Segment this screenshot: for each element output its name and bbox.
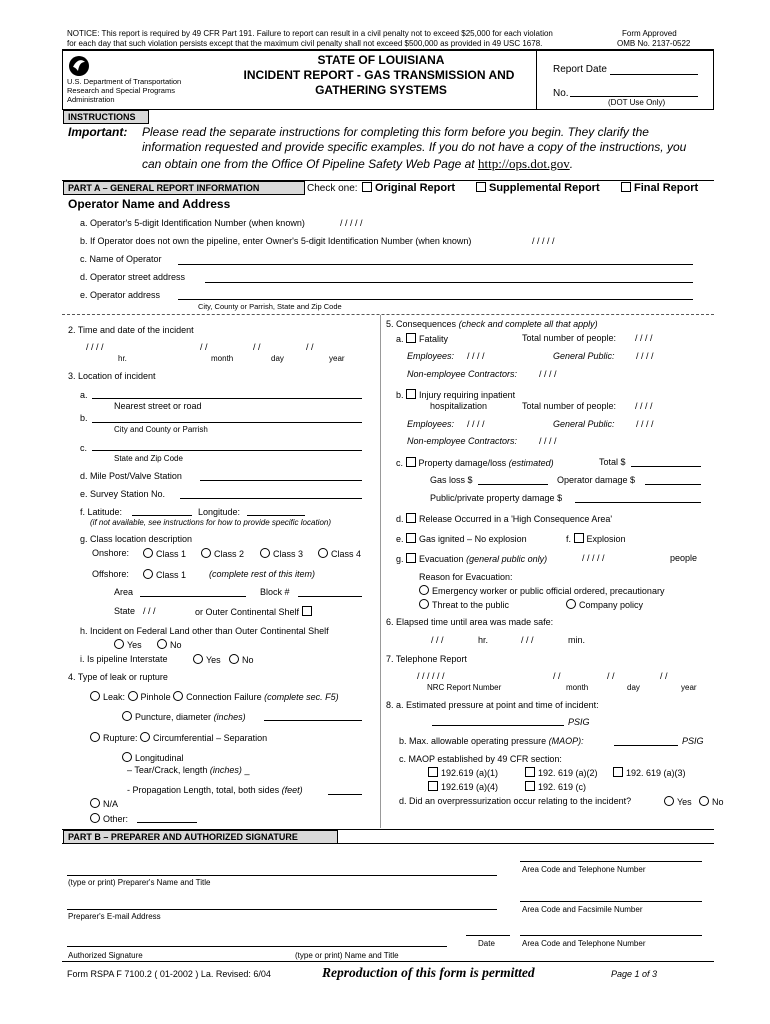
puncture-option[interactable]: Puncture, diameter (inches) xyxy=(122,711,246,722)
omb-number: OMB No. 2137-0522 xyxy=(617,39,691,48)
reason-company-option[interactable]: Company policy xyxy=(566,599,643,610)
onshore-class-4[interactable]: Class 4 xyxy=(318,548,361,559)
q7-label: 7. Telephone Report xyxy=(386,654,467,664)
injury-contractors-label: Non-employee Contractors: xyxy=(407,436,518,446)
authorized-signature-field[interactable] xyxy=(67,946,447,947)
city-county-caption: City and County or Parrish xyxy=(114,425,208,434)
part-a-label: PART A – GENERAL REPORT INFORMATION xyxy=(63,181,305,195)
psig-label-1: PSIG xyxy=(568,717,590,727)
form-title-line-1: INCIDENT REPORT - GAS TRANSMISSION AND xyxy=(243,68,515,82)
operator-address-field[interactable] xyxy=(178,299,693,300)
preparer-email-caption: Preparer's E-mail Address xyxy=(68,912,161,921)
owner-id-label: b. If Operator does not own the pipeline, enter Owner's 5-digit Identification Number (when known) xyxy=(80,236,472,246)
reason-threat-radio[interactable] xyxy=(419,599,429,609)
pinhole-radio[interactable] xyxy=(128,691,138,701)
agency-line-1: U.S. Department of Transportation xyxy=(67,77,182,86)
block-label: Block # xyxy=(260,587,290,597)
overpressurization-label: d. Did an overpressurization occur relating to the incident? xyxy=(399,796,632,806)
block-field[interactable] xyxy=(298,596,362,597)
operator-street-field[interactable] xyxy=(205,282,693,283)
fatality-contractors-slots[interactable]: / / / / xyxy=(539,369,557,379)
public-damage-label: Public/private property damage $ xyxy=(430,493,563,503)
agency-line-2: Research and Special Programs xyxy=(67,86,175,95)
dot-use-only: (DOT Use Only) xyxy=(608,98,666,107)
report-date-field[interactable] xyxy=(610,74,698,75)
operator-address-label: e. Operator address xyxy=(80,290,161,300)
form-id: Form RSPA F 7100.2 ( 01-2002 ) La. Revised: 6/04 xyxy=(67,969,271,979)
preparer-phone-caption: Area Code and Telephone Number xyxy=(522,865,646,874)
preparer-phone-field[interactable] xyxy=(520,861,702,862)
gas-ignited-checkbox[interactable] xyxy=(406,533,416,543)
onshore-class-3-radio[interactable] xyxy=(260,548,270,558)
elapsed-min-label: min. xyxy=(568,635,586,645)
operator-id-slots[interactable]: / / / / / xyxy=(340,218,363,228)
hca-option[interactable]: d. Release Occurred in a 'High Consequence Area' xyxy=(396,514,613,524)
offshore-class-1[interactable]: Class 1 xyxy=(143,569,186,580)
instructions-line-3: can obtain one from the Office Of Pipeline Safety Web Page at http://ops.dot.gov. xyxy=(142,156,574,171)
injury-option[interactable]: b. Injury requiring inpatient xyxy=(396,390,516,400)
operator-id-label: a. Operator's 5-digit Identification Number (when known) xyxy=(80,218,305,228)
area-label: Area xyxy=(114,587,134,597)
part-b-label-rule xyxy=(62,843,714,844)
final-report-option[interactable]: Final Report xyxy=(621,182,698,194)
owner-id-slots[interactable]: / / / / / xyxy=(532,236,555,246)
date-field[interactable] xyxy=(466,935,510,936)
fatality-option[interactable]: a. Fatality xyxy=(396,334,449,344)
q4-label: 4. Type of leak or rupture xyxy=(68,672,168,682)
overpressurization-yes-radio[interactable] xyxy=(664,796,674,806)
header-divider xyxy=(536,49,537,109)
incident-day-slots[interactable]: / / xyxy=(253,342,261,352)
fatality-total-slots[interactable]: / / / / xyxy=(635,333,653,343)
people-label: people xyxy=(670,553,698,563)
section-a2-checkbox[interactable] xyxy=(525,767,535,777)
other-radio[interactable] xyxy=(90,813,100,823)
puncture-radio[interactable] xyxy=(122,711,132,721)
state-zip-field[interactable] xyxy=(92,450,362,451)
check-one-label: Check one: xyxy=(307,183,358,194)
survey-station-label: e. Survey Station No. xyxy=(80,489,166,499)
maop-label: b. Max. allowable operating pressure (MAOP): xyxy=(399,736,584,746)
federal-land-no-radio[interactable] xyxy=(157,639,167,649)
evacuation-checkbox[interactable] xyxy=(406,553,416,563)
incident-month-slots[interactable]: / / xyxy=(200,342,208,352)
q3b-label: b. xyxy=(80,413,88,423)
explosion-checkbox[interactable] xyxy=(574,533,584,543)
header-top-rule xyxy=(62,49,714,51)
year-caption: year xyxy=(329,354,345,363)
fatality-total-label: Total number of people: xyxy=(522,333,617,343)
fatality-public-label: General Public: xyxy=(553,351,615,361)
federal-land-yes-radio[interactable] xyxy=(114,639,124,649)
nrc-caption: NRC Report Number xyxy=(427,683,502,692)
operator-heading: Operator Name and Address xyxy=(68,197,231,211)
evacuation-option[interactable]: g. Evacuation (general public only) xyxy=(396,554,548,564)
hca-checkbox[interactable] xyxy=(406,513,416,523)
incident-hour-slots[interactable]: / / / / xyxy=(86,342,104,352)
leak-radio[interactable] xyxy=(90,691,100,701)
survey-station-field[interactable] xyxy=(180,498,362,499)
ocs-checkbox[interactable] xyxy=(302,606,312,616)
reason-emergency-option[interactable]: Emergency worker or public official ordered, precautionary xyxy=(419,585,664,596)
part-a-dashed-divider xyxy=(62,314,714,315)
onshore-label: Onshore: xyxy=(92,548,130,558)
mile-post-label: d. Mile Post/Valve Station xyxy=(80,471,182,481)
gas-loss-field[interactable] xyxy=(478,484,548,485)
reason-emergency-radio[interactable] xyxy=(419,585,429,595)
rupture-option[interactable]: Rupture: Circumferential – Separation xyxy=(90,732,267,743)
fatality-employees-label: Employees: xyxy=(407,351,455,361)
q2-label: 2. Time and date of the incident xyxy=(68,325,194,335)
injury-total-slots[interactable]: / / / / xyxy=(635,401,653,411)
propagation-field[interactable] xyxy=(328,794,362,795)
fatality-contractors-label: Non-employee Contractors: xyxy=(407,369,518,379)
report-no-field[interactable] xyxy=(570,96,698,97)
auth-phone-field[interactable] xyxy=(520,935,702,936)
fatality-employees-slots[interactable]: / / / / xyxy=(467,351,485,361)
section-a1-option[interactable]: 192.619 (a)(1) xyxy=(428,767,498,778)
latitude-label: f. Latitude: xyxy=(80,507,123,517)
overpressurization-no[interactable]: No xyxy=(699,796,724,807)
area-field[interactable] xyxy=(140,596,246,597)
state-zip-caption: State and Zip Code xyxy=(114,454,183,463)
federal-land-label: h. Incident on Federal Land other than Outer Continental Shelf xyxy=(80,626,329,636)
operator-name-label: c. Name of Operator xyxy=(80,254,162,264)
header-left-rule xyxy=(62,49,63,109)
incident-year-slots[interactable]: / / xyxy=(306,342,314,352)
section-c-checkbox[interactable] xyxy=(525,781,535,791)
phone-year-slots[interactable]: / / xyxy=(660,671,668,681)
other-option[interactable]: Other: xyxy=(90,813,128,824)
interstate-no[interactable]: No xyxy=(229,654,254,665)
state-label: State xyxy=(114,606,136,616)
nearest-street-caption: Nearest street or road xyxy=(114,401,202,411)
original-report-option[interactable]: Original Report xyxy=(362,182,455,194)
na-option[interactable]: N/A xyxy=(90,798,118,809)
auth-phone-caption: Area Code and Telephone Number xyxy=(522,939,646,948)
interstate-no-radio[interactable] xyxy=(229,654,239,664)
phone-day-slots[interactable]: / / xyxy=(607,671,615,681)
header-right-rule xyxy=(713,49,714,109)
connection-failure-radio[interactable] xyxy=(173,691,183,701)
total-dollar-field[interactable] xyxy=(631,466,701,467)
hr-caption: hr. xyxy=(118,354,127,363)
interstate-yes-radio[interactable] xyxy=(193,654,203,664)
address-caption: City, County or Parrish, State and Zip Code xyxy=(198,302,342,311)
overpressurization-no-radio[interactable] xyxy=(699,796,709,806)
column-divider xyxy=(380,315,381,828)
preparer-name-field[interactable] xyxy=(67,875,497,876)
operator-damage-label: Operator damage $ xyxy=(557,475,636,485)
injury-public-slots[interactable]: / / / / xyxy=(636,419,654,429)
notice-line-1: NOTICE: This report is required by 49 CFR Part 191. Failure to report can result in a civil penalty not to exceed $25,000 for each violation xyxy=(67,29,553,38)
injury-employees-slots[interactable]: / / / / xyxy=(467,419,485,429)
rupture-radio[interactable] xyxy=(90,732,100,742)
month-caption: month xyxy=(211,354,234,363)
psig-label-2: PSIG xyxy=(682,736,704,746)
final-report-checkbox[interactable] xyxy=(621,182,631,192)
elapsed-hr-slots[interactable]: / / / xyxy=(431,635,444,645)
complete-rest-note: (complete rest of this item) xyxy=(209,569,316,579)
supplemental-report-option[interactable]: Supplemental Report xyxy=(476,182,600,194)
phone-year-caption: year xyxy=(681,683,697,692)
fatality-checkbox[interactable] xyxy=(406,333,416,343)
operator-name-field[interactable] xyxy=(178,264,693,265)
evacuation-slots[interactable]: / / / / / xyxy=(582,553,605,563)
section-a3-checkbox[interactable] xyxy=(613,767,623,777)
ocs-option[interactable]: or Outer Continental Shelf xyxy=(195,606,315,617)
onshore-class-3[interactable]: Class 3 xyxy=(260,548,303,559)
q8a-label: 8. a. Estimated pressure at point and time of incident: xyxy=(386,700,599,710)
agency-line-3: Administration xyxy=(67,95,115,104)
explosion-option[interactable]: f. Explosion xyxy=(566,534,626,544)
dot-logo-icon xyxy=(68,55,90,77)
date-caption: Date xyxy=(478,939,495,948)
injury-checkbox[interactable] xyxy=(406,389,416,399)
q3c-label: c. xyxy=(80,443,88,453)
total-dollar-label: Total $ xyxy=(599,457,626,467)
overpressurization-yes[interactable]: Yes xyxy=(664,796,692,807)
longitudinal-option[interactable]: Longitudinal xyxy=(122,752,184,763)
q5-label: 5. Consequences (check and complete all that apply) xyxy=(386,319,598,329)
fatality-public-slots[interactable]: / / / / xyxy=(636,351,654,361)
report-date-label: Report Date xyxy=(553,64,607,75)
important-label: Important: xyxy=(68,125,128,139)
nrc-slots[interactable]: / / / / / / xyxy=(417,671,445,681)
city-county-field[interactable] xyxy=(92,422,362,423)
public-damage-field[interactable] xyxy=(575,502,701,503)
injury-line-2: hospitalization xyxy=(430,401,488,411)
section-a2-option[interactable]: 192. 619 (a)(2) xyxy=(525,767,598,778)
phone-month-caption: month xyxy=(566,683,589,692)
elapsed-min-slots[interactable]: / / / xyxy=(521,635,534,645)
longitude-field[interactable] xyxy=(247,515,305,516)
instructions-line-1: Please read the separate instructions for completing this form before you begin. They clarify the xyxy=(142,125,649,139)
reproduction-notice: Reproduction of this form is permitted xyxy=(322,965,535,980)
preparer-name-caption: (type or print) Preparer's Name and Title xyxy=(68,878,211,887)
latitude-field[interactable] xyxy=(132,515,192,516)
gas-loss-label: Gas loss $ xyxy=(430,475,473,485)
longitudinal-radio[interactable] xyxy=(122,752,132,762)
puncture-diameter-field[interactable] xyxy=(264,720,362,721)
mile-post-field[interactable] xyxy=(200,480,362,481)
part-b-bottom-rule xyxy=(62,961,714,962)
offshore-class-1-radio[interactable] xyxy=(143,569,153,579)
day-caption: day xyxy=(271,354,284,363)
maop-field[interactable] xyxy=(614,745,678,746)
preparer-fax-caption: Area Code and Facsimile Number xyxy=(522,905,643,914)
longitude-label: Longitude: xyxy=(198,507,241,517)
original-report-checkbox[interactable] xyxy=(362,182,372,192)
phone-day-caption: day xyxy=(627,683,640,692)
form-title-line-2: GATHERING SYSTEMS xyxy=(315,83,447,97)
na-radio[interactable] xyxy=(90,798,100,808)
injury-public-label: General Public: xyxy=(553,419,615,429)
instructions-line-2: information requested and provide specific examples. If you do not have a copy of the instructions, you xyxy=(142,140,687,154)
leak-option[interactable]: Leak: Pinhole Connection Failure (complete sec. F5) xyxy=(90,691,339,702)
state-title: STATE OF LOUISIANA xyxy=(317,53,445,67)
onshore-class-1-radio[interactable] xyxy=(143,548,153,558)
notice-line-2: for each day that such violation persists except that the maximum civil penalty shall not exceed $500,000 as provided in 49 USC 1678. xyxy=(67,39,543,48)
gas-ignited-option[interactable]: e. Gas ignited – No explosion xyxy=(396,534,527,544)
federal-land-no[interactable]: No xyxy=(157,639,182,650)
interstate-yes[interactable]: Yes xyxy=(193,654,221,665)
circumferential-radio[interactable] xyxy=(140,732,150,742)
page-number: Page 1 of 3 xyxy=(611,969,658,979)
onshore-class-4-radio[interactable] xyxy=(318,548,328,558)
reason-company-radio[interactable] xyxy=(566,599,576,609)
section-c-option[interactable]: 192. 619 (c) xyxy=(525,781,586,792)
q6-label: 6. Elapsed time until area was made safe: xyxy=(386,617,554,627)
section-a1-checkbox[interactable] xyxy=(428,767,438,777)
propagation-label: - Propagation Length, total, both sides (feet) xyxy=(127,785,303,795)
evacuation-reason-label: Reason for Evacuation: xyxy=(419,572,513,582)
property-checkbox[interactable] xyxy=(406,457,416,467)
onshore-class-1[interactable]: Class 1 xyxy=(143,548,186,559)
supplemental-report-checkbox[interactable] xyxy=(476,182,486,192)
injury-employees-label: Employees: xyxy=(407,419,455,429)
auth-name-title-caption: (type or print) Name and Title xyxy=(295,951,399,960)
instructions-label: INSTRUCTIONS xyxy=(63,110,149,124)
phone-month-slots[interactable]: / / xyxy=(553,671,561,681)
interstate-label: i. Is pipeline Interstate xyxy=(80,654,168,664)
offshore-label: Offshore: xyxy=(92,569,129,579)
operator-damage-field[interactable] xyxy=(645,484,701,485)
q3-label: 3. Location of incident xyxy=(68,371,156,381)
part-b-label: PART B – PREPARER AND AUTHORIZED SIGNATURE xyxy=(63,830,338,844)
tear-crack-label: – Tear/Crack, length (inches) _ xyxy=(127,765,250,775)
form-approved: Form Approved xyxy=(622,29,677,38)
federal-land-yes[interactable]: Yes xyxy=(114,639,142,650)
onshore-class-2[interactable]: Class 2 xyxy=(201,548,244,559)
report-no-label: No. xyxy=(553,88,569,99)
section-a4-option[interactable]: 192.619 (a)(4) xyxy=(428,781,498,792)
location-note: (if not available, see instructions for how to provide specific location) xyxy=(90,518,332,527)
operator-street-label: d. Operator street address xyxy=(80,272,186,282)
state-slots[interactable]: / / / xyxy=(143,606,156,616)
section-a3-option[interactable]: 192. 619 (a)(3) xyxy=(613,767,686,778)
section-a4-checkbox[interactable] xyxy=(428,781,438,791)
onshore-class-2-radio[interactable] xyxy=(201,548,211,558)
preparer-email-field[interactable] xyxy=(67,909,497,910)
reason-threat-option[interactable]: Threat to the public xyxy=(419,599,509,610)
ops-url-link[interactable]: http://ops.dot.gov xyxy=(477,156,570,171)
preparer-fax-field[interactable] xyxy=(520,901,702,902)
injury-contractors-slots[interactable]: / / / / xyxy=(539,436,557,446)
instructions-top-rule xyxy=(62,109,714,110)
class-location-label: g. Class location description xyxy=(80,534,193,544)
other-field[interactable] xyxy=(137,822,197,823)
q3a-label: a. xyxy=(80,390,88,400)
injury-total-label: Total number of people: xyxy=(522,401,617,411)
estimated-pressure-field[interactable] xyxy=(432,725,564,726)
authorized-signature-caption: Authorized Signature xyxy=(68,951,143,960)
elapsed-hr-label: hr. xyxy=(478,635,489,645)
nearest-street-field[interactable] xyxy=(92,398,362,399)
q8c-label: c. MAOP established by 49 CFR section: xyxy=(399,754,562,764)
property-option[interactable]: c. Property damage/loss (estimated) xyxy=(396,458,554,468)
